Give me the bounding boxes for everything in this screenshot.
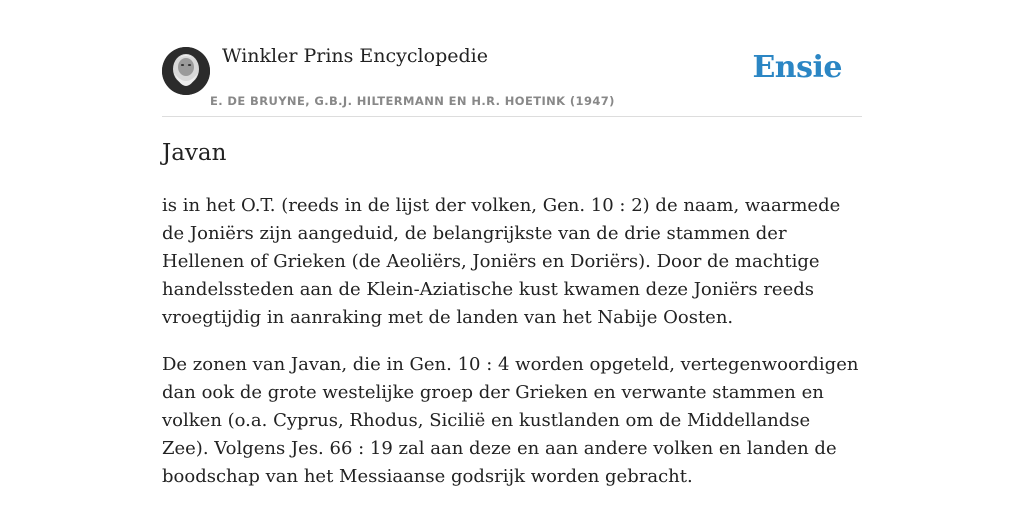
- ensie-logo-link[interactable]: Ensie: [752, 50, 842, 85]
- page: [162, 0, 862, 487]
- portrait-icon: [162, 47, 210, 95]
- site-title[interactable]: Winkler Prins Encyclopedie: [222, 45, 488, 67]
- entry-paragraph: is in het O.T. (reeds in de lijst der volken, Gen. 10 : 2) de naam, waarmede de Joniërs zijn aangeduid, de belangrijkste van de drie stammen der Hellenen of Grieken (de Aeoliërs, Joniërs en Doriërs). Door de machtige handelssteden aan de Klein-Aziatische kust kwamen deze Joniërs reeds vroegtijdig in aanraking met de landen van het Nabije Oosten.: [162, 195, 841, 328]
- author-avatar[interactable]: [162, 47, 210, 95]
- entry-body: [162, 192, 862, 510]
- authors-line: E. DE BRUYNE, G.B.J. HILTERMANN EN H.R. HOETINK (1947): [210, 94, 615, 108]
- entry-title: Javan: [162, 140, 227, 166]
- header: [162, 0, 862, 117]
- entry-paragraph: De zonen van Javan, die in Gen. 10 : 4 worden opgeteld, vertegenwoordigen dan ook de grote westelijke groep der Grieken en verwante stammen en volken (o.a. Cyprus, Rhodus, Sicilië en kustlanden om de Middellandse Zee). Volgens Jes. 66 : 19 zal aan deze en aan andere volken en landen de boodschap van het Messiaanse godsrijk worden gebracht.: [162, 354, 859, 487]
